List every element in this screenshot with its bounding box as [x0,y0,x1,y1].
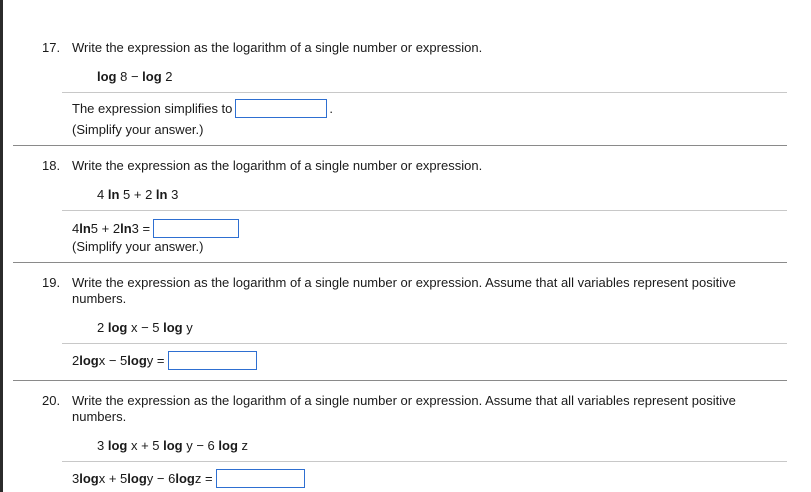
log-token: log [127,353,147,368]
problem-prompt: Write the expression as the logarithm of a single number or expression. [72,158,483,173]
expr-text: 4 [72,221,80,236]
ln-token: ln [107,187,120,202]
problem-number: 19. [42,275,61,290]
expr-text: 2 [161,69,173,84]
problem-separator [13,145,787,146]
log-token: log [163,438,183,453]
divider [62,343,787,344]
answer-line [72,219,239,238]
expr-text: 3 [72,471,80,486]
expr-text: x − 5 [98,353,128,368]
left-window-border [0,0,3,492]
given-expression [97,69,173,84]
divider [62,92,787,93]
answer-line [72,351,257,370]
expr-text: z [237,438,249,453]
problem-separator [13,380,787,381]
log-token: log [79,353,99,368]
expr-text: y [182,320,193,335]
expr-text: y − 6 [182,438,219,453]
expr-text: 8 − [116,69,143,84]
given-expression [97,438,248,453]
given-expression [97,320,193,335]
expr-text: x + 5 [98,471,128,486]
answer-input[interactable] [235,99,327,118]
problem-number: 18. [42,158,61,173]
ln-token: ln [155,187,168,202]
answer-line [72,469,305,488]
expr-text: z = [194,471,213,486]
expr-text: 5 + 2 [119,187,156,202]
expr-text: 4 [97,187,108,202]
expr-text: 3 = [131,221,151,236]
log-token: log [107,320,128,335]
log-token: log [97,69,117,84]
expr-text: x − 5 [127,320,164,335]
log-token: log [218,438,238,453]
expr-text: 3 [167,187,179,202]
answer-suffix: . [329,101,334,116]
problem-number: 20. [42,393,61,408]
answer-prefix: The expression simplifies to [72,101,233,116]
simplify-note: (Simplify your answer.) [72,122,204,137]
log-token: log [79,471,99,486]
expr-text: 2 [97,320,108,335]
problem-prompt: Write the expression as the logarithm of a single number or expression. Assume that all variables represent positive numbers. [72,275,736,306]
expr-text: 2 [72,353,80,368]
problem-prompt: Write the expression as the logarithm of a single number or expression. Assume that all variables represent positive numbers. [72,393,736,424]
answer-input[interactable] [168,351,257,370]
expr-text: y − 6 [146,471,176,486]
expr-text: 5 + 2 [90,221,121,236]
log-token: log [107,438,128,453]
answer-input[interactable] [153,219,239,238]
simplify-note: (Simplify your answer.) [72,239,204,254]
problem-prompt: Write the expression as the logarithm of a single number or expression. [72,40,483,55]
problem-separator [13,262,787,263]
ln-token: ln [79,221,91,236]
log-token: log [175,471,195,486]
log-token: log [163,320,183,335]
given-expression [97,187,178,202]
log-token: log [142,69,162,84]
answer-line [72,99,333,118]
divider [62,461,787,462]
expr-text: 3 [97,438,108,453]
problem-number: 17. [42,40,61,55]
divider [62,210,787,211]
expr-text: y = [146,353,165,368]
expr-text: x + 5 [127,438,164,453]
answer-input[interactable] [216,469,305,488]
ln-token: ln [120,221,132,236]
log-token: log [127,471,147,486]
